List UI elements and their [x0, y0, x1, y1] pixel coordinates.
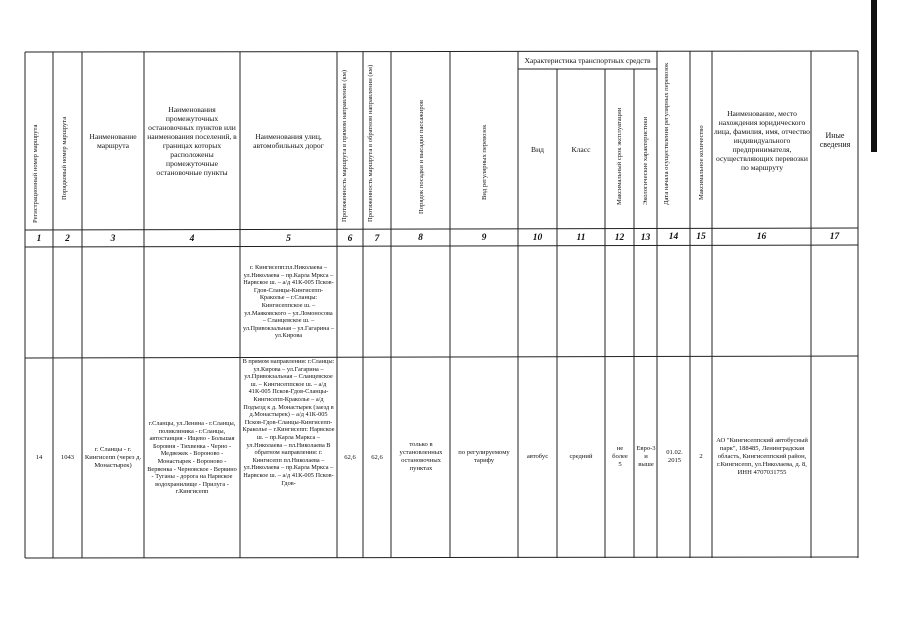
cell-vehicle-class: средний: [569, 453, 593, 460]
cell-streets: В прямом направлении: г.Сланцы: ул.Кирова – ул.Гагарина – ул.Привокзальная – Сланцевское ш. – Кингисеппское ш. – а/д 41К-005 Псков-Гдов-Сланцы-Кингисепп-Краколье – а/д Подъезд к д. Монастырек (заезд в д.Монастырек) – а/д 41К-005 Псков-Гдов-Сланцы-Кингисепп-Краколье – г.Кингисепп: Нарвское ш. – пр.Карла Маркса – ул.Николаева – пл.Николаева В обратном направлении: г. Кингисепп пл.Николаева – ул.Николаева – пр.Карла Мркса – Нарвское ш. – а/д 41К-005 Псков-Гдов-: [242, 358, 335, 487]
header-length-forward: Протяженность маршрута в прямом направлении (км): [341, 69, 348, 222]
cell-vehicle-kind: автобус: [526, 453, 549, 460]
cell-order-number: 1043: [60, 454, 75, 461]
cell-length-backward: 62,6: [371, 454, 383, 461]
colnum-5: 5: [286, 233, 291, 244]
cell-eco: Евро-3 и выше: [636, 445, 656, 468]
colnum-8: 8: [418, 232, 423, 243]
header-vehicle-kind: Вид: [531, 144, 544, 154]
colnum-14: 14: [668, 231, 679, 242]
header-max-age: Максимальный срок эксплуатации: [616, 107, 623, 205]
header-length-backward: Протяженность маршрута в обратном направлении (км): [367, 64, 374, 222]
header-eco: Экологические характеристики: [642, 116, 649, 205]
colnum-11: 11: [576, 232, 586, 243]
cell-max-age: не более 5: [612, 445, 628, 468]
cell-start-date: 01.02. 2015: [666, 449, 683, 464]
colnum-13: 13: [640, 232, 651, 243]
colnum-12: 12: [614, 232, 625, 243]
cell-reg-number: 14: [35, 454, 43, 461]
header-order-number: Порядковый номер маршрута: [61, 116, 68, 200]
cell-length-forward: 62,6: [344, 454, 356, 461]
header-vehicle-group: Характеристика транспортных средств: [524, 56, 651, 65]
colnum-7: 7: [374, 233, 380, 244]
colnum-16: 16: [756, 231, 767, 242]
cell-stops: г.Сланцы, ул.Ленина - г.Сланцы, поликлиника - г.Сланцы, автостанция - Ищево - Большая Боровня - Тихвенка - Черно - Медвежек - Вороново - Монастырек - Вороново - Вервенка - Черновское - Вервино - Туганы - дорога на Нарвское водохранилище - Прилуга - г.Кингисепп: [147, 420, 237, 496]
cell-boarding: только в установленных остановочных пунктах: [399, 441, 443, 472]
cell-carrier: АО "Кингисеппский автобусный парк", 188485, Ленинградская область, Кингисеппский район, г.Кингисепп, ул.Николаева, д. 8, ИНН 4707031755: [716, 437, 808, 476]
colnum-10: 10: [532, 232, 543, 243]
header-start-date: Дата начала осуществления регулярных перевозок: [663, 62, 670, 205]
cell-other: [811, 357, 858, 557]
cell-route-name: г. Сланцы - г. Кингисепп (через д. Монастырек): [84, 446, 142, 469]
header-carrier: Наименование, место нахождения юридического лица, фамилия, имя, отчество индивидуального предпринимателя, осуществляющих перевозки по маршруту: [714, 108, 810, 172]
continuation-streets: г. Кингисепп:пл.Николаева – ул.Николаева – пр.Карла Мркса – Нарвское ш. – а/д 41К-005 Псков-Гдов-Сланцы-Кингисепп-Краколье – г.Сланцы: Кингисеппское ш. – ул.Маяковского – ул.Ломоносова – Сланцевское ш. – ул.Привокзальная – ул.Гагарина – ул.Кирова: [242, 264, 335, 340]
header-max-count: Максимальное количество: [698, 125, 705, 200]
header-streets: Наименования улиц, автомобильных дорог: [253, 131, 324, 150]
colnum-4: 4: [189, 233, 195, 244]
header-boarding-order: Порядок посадки и высадки пассажиров: [418, 99, 425, 214]
header-route-name: Наименование маршрута: [89, 131, 137, 150]
cell-transport-type: по регулируемому тарифу: [458, 449, 510, 464]
header-transport-type: Вид регулярных перевозок: [481, 124, 488, 200]
colnum-17: 17: [829, 231, 840, 242]
colnum-6: 6: [347, 233, 353, 244]
header-stops: Наименования промежуточных остановочных пунктов или наименования поселений, в границах которых расположены промежуточные остановочные пункты: [147, 104, 237, 177]
colnum-3: 3: [110, 233, 116, 244]
colnum-9: 9: [481, 232, 487, 243]
colnum-2: 2: [65, 233, 70, 244]
colnum-15: 15: [696, 231, 706, 242]
cell-max-count: 2: [699, 453, 703, 460]
header-other: Иные сведения: [819, 131, 851, 149]
header-vehicle-class: Класс: [571, 144, 591, 154]
header-reg-number: Регистрационный номер маршрута: [32, 124, 39, 223]
colnum-1: 1: [36, 233, 42, 244]
